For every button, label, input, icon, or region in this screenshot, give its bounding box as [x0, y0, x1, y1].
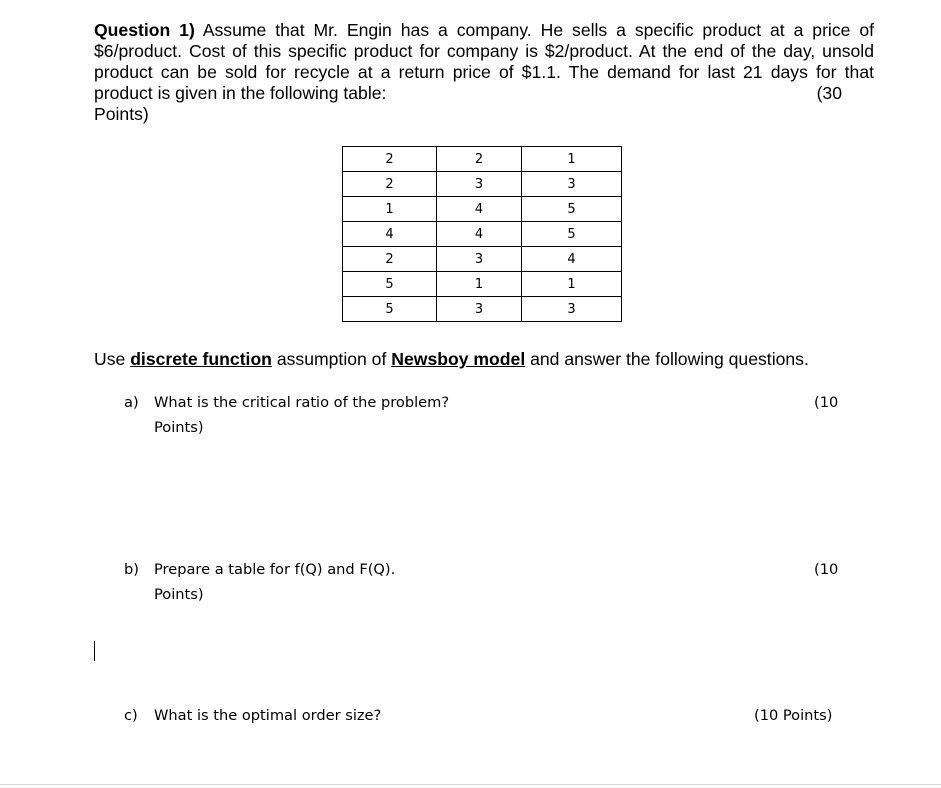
demand-table: [342, 146, 622, 322]
table-row: [343, 197, 622, 222]
subquestion-c-letter: c): [124, 707, 138, 724]
table-cell: 3: [437, 297, 522, 322]
instruction-line: [94, 349, 809, 370]
question-paragraph: [94, 20, 874, 125]
subquestion-a-letter: a): [124, 394, 139, 411]
subquestion-b-points-close: Points): [154, 586, 204, 603]
table-row: [343, 222, 622, 247]
table-cell: 5: [343, 297, 437, 322]
subquestion-a: [124, 390, 524, 440]
question-label: Question 1): [94, 20, 195, 40]
table-cell: 2: [343, 172, 437, 197]
subquestion-c-text: What is the optimal order size?: [154, 707, 382, 724]
question-points-close: Points): [94, 104, 149, 124]
question-line-1-text: Assume that Mr. Engin has a company. He sells a specific product at a price of: [202, 20, 875, 40]
subquestion-a-points-open: (10: [814, 394, 839, 411]
table-cell: 5: [522, 222, 622, 247]
subquestion-c: [124, 703, 524, 728]
table-cell: 1: [343, 197, 437, 222]
table-cell: 5: [343, 272, 437, 297]
table-cell: 4: [437, 197, 522, 222]
instruction-prefix: Use: [94, 349, 126, 369]
table-cell: 3: [522, 172, 622, 197]
question-line-4-text: product is given in the following table:: [94, 83, 387, 103]
table-cell: 2: [343, 147, 437, 172]
discrete-function-term: discrete function: [130, 349, 272, 369]
table-cell: 1: [522, 147, 622, 172]
table-row: [343, 297, 622, 322]
table-row: [343, 272, 622, 297]
text-cursor: [94, 641, 95, 661]
table-cell: 2: [437, 147, 522, 172]
subquestion-a-points-close: Points): [154, 419, 204, 436]
question-points-open: (30: [816, 83, 842, 103]
subquestion-b-letter: b): [124, 561, 139, 578]
table-row: [343, 247, 622, 272]
question-line-2: $6/product. Cost of this specific product for company is $2/product. At the end of the day, unsold: [94, 41, 874, 61]
table-row: [343, 172, 622, 197]
table-cell: 5: [522, 197, 622, 222]
subquestion-c-points: (10 Points): [754, 707, 833, 724]
subquestion-b: [124, 557, 524, 607]
table-cell: 3: [522, 297, 622, 322]
table-cell: 4: [343, 222, 437, 247]
page-bottom-border: [0, 784, 941, 785]
table-cell: 1: [437, 272, 522, 297]
demand-table-body: [343, 147, 622, 322]
table-cell: 3: [437, 247, 522, 272]
table-cell: 1: [522, 272, 622, 297]
instruction-middle: assumption of: [276, 349, 387, 369]
table-cell: 4: [437, 222, 522, 247]
table-cell: 2: [343, 247, 437, 272]
table-row: [343, 147, 622, 172]
question-line-3: product can be sold for recycle at a return price of $1.1. The demand for last 21 days for that: [94, 62, 874, 82]
table-cell: 4: [522, 247, 622, 272]
instruction-suffix: and answer the following questions.: [530, 349, 809, 369]
question-line-4: [94, 83, 842, 104]
question-line-1: [94, 20, 874, 41]
subquestion-b-points-open: (10: [814, 561, 839, 578]
subquestion-a-text: What is the critical ratio of the problem?: [154, 394, 450, 411]
subquestion-b-text: Prepare a table for f(Q) and F(Q).: [154, 561, 396, 578]
newsboy-model-term: Newsboy model: [391, 349, 526, 369]
table-cell: 3: [437, 172, 522, 197]
